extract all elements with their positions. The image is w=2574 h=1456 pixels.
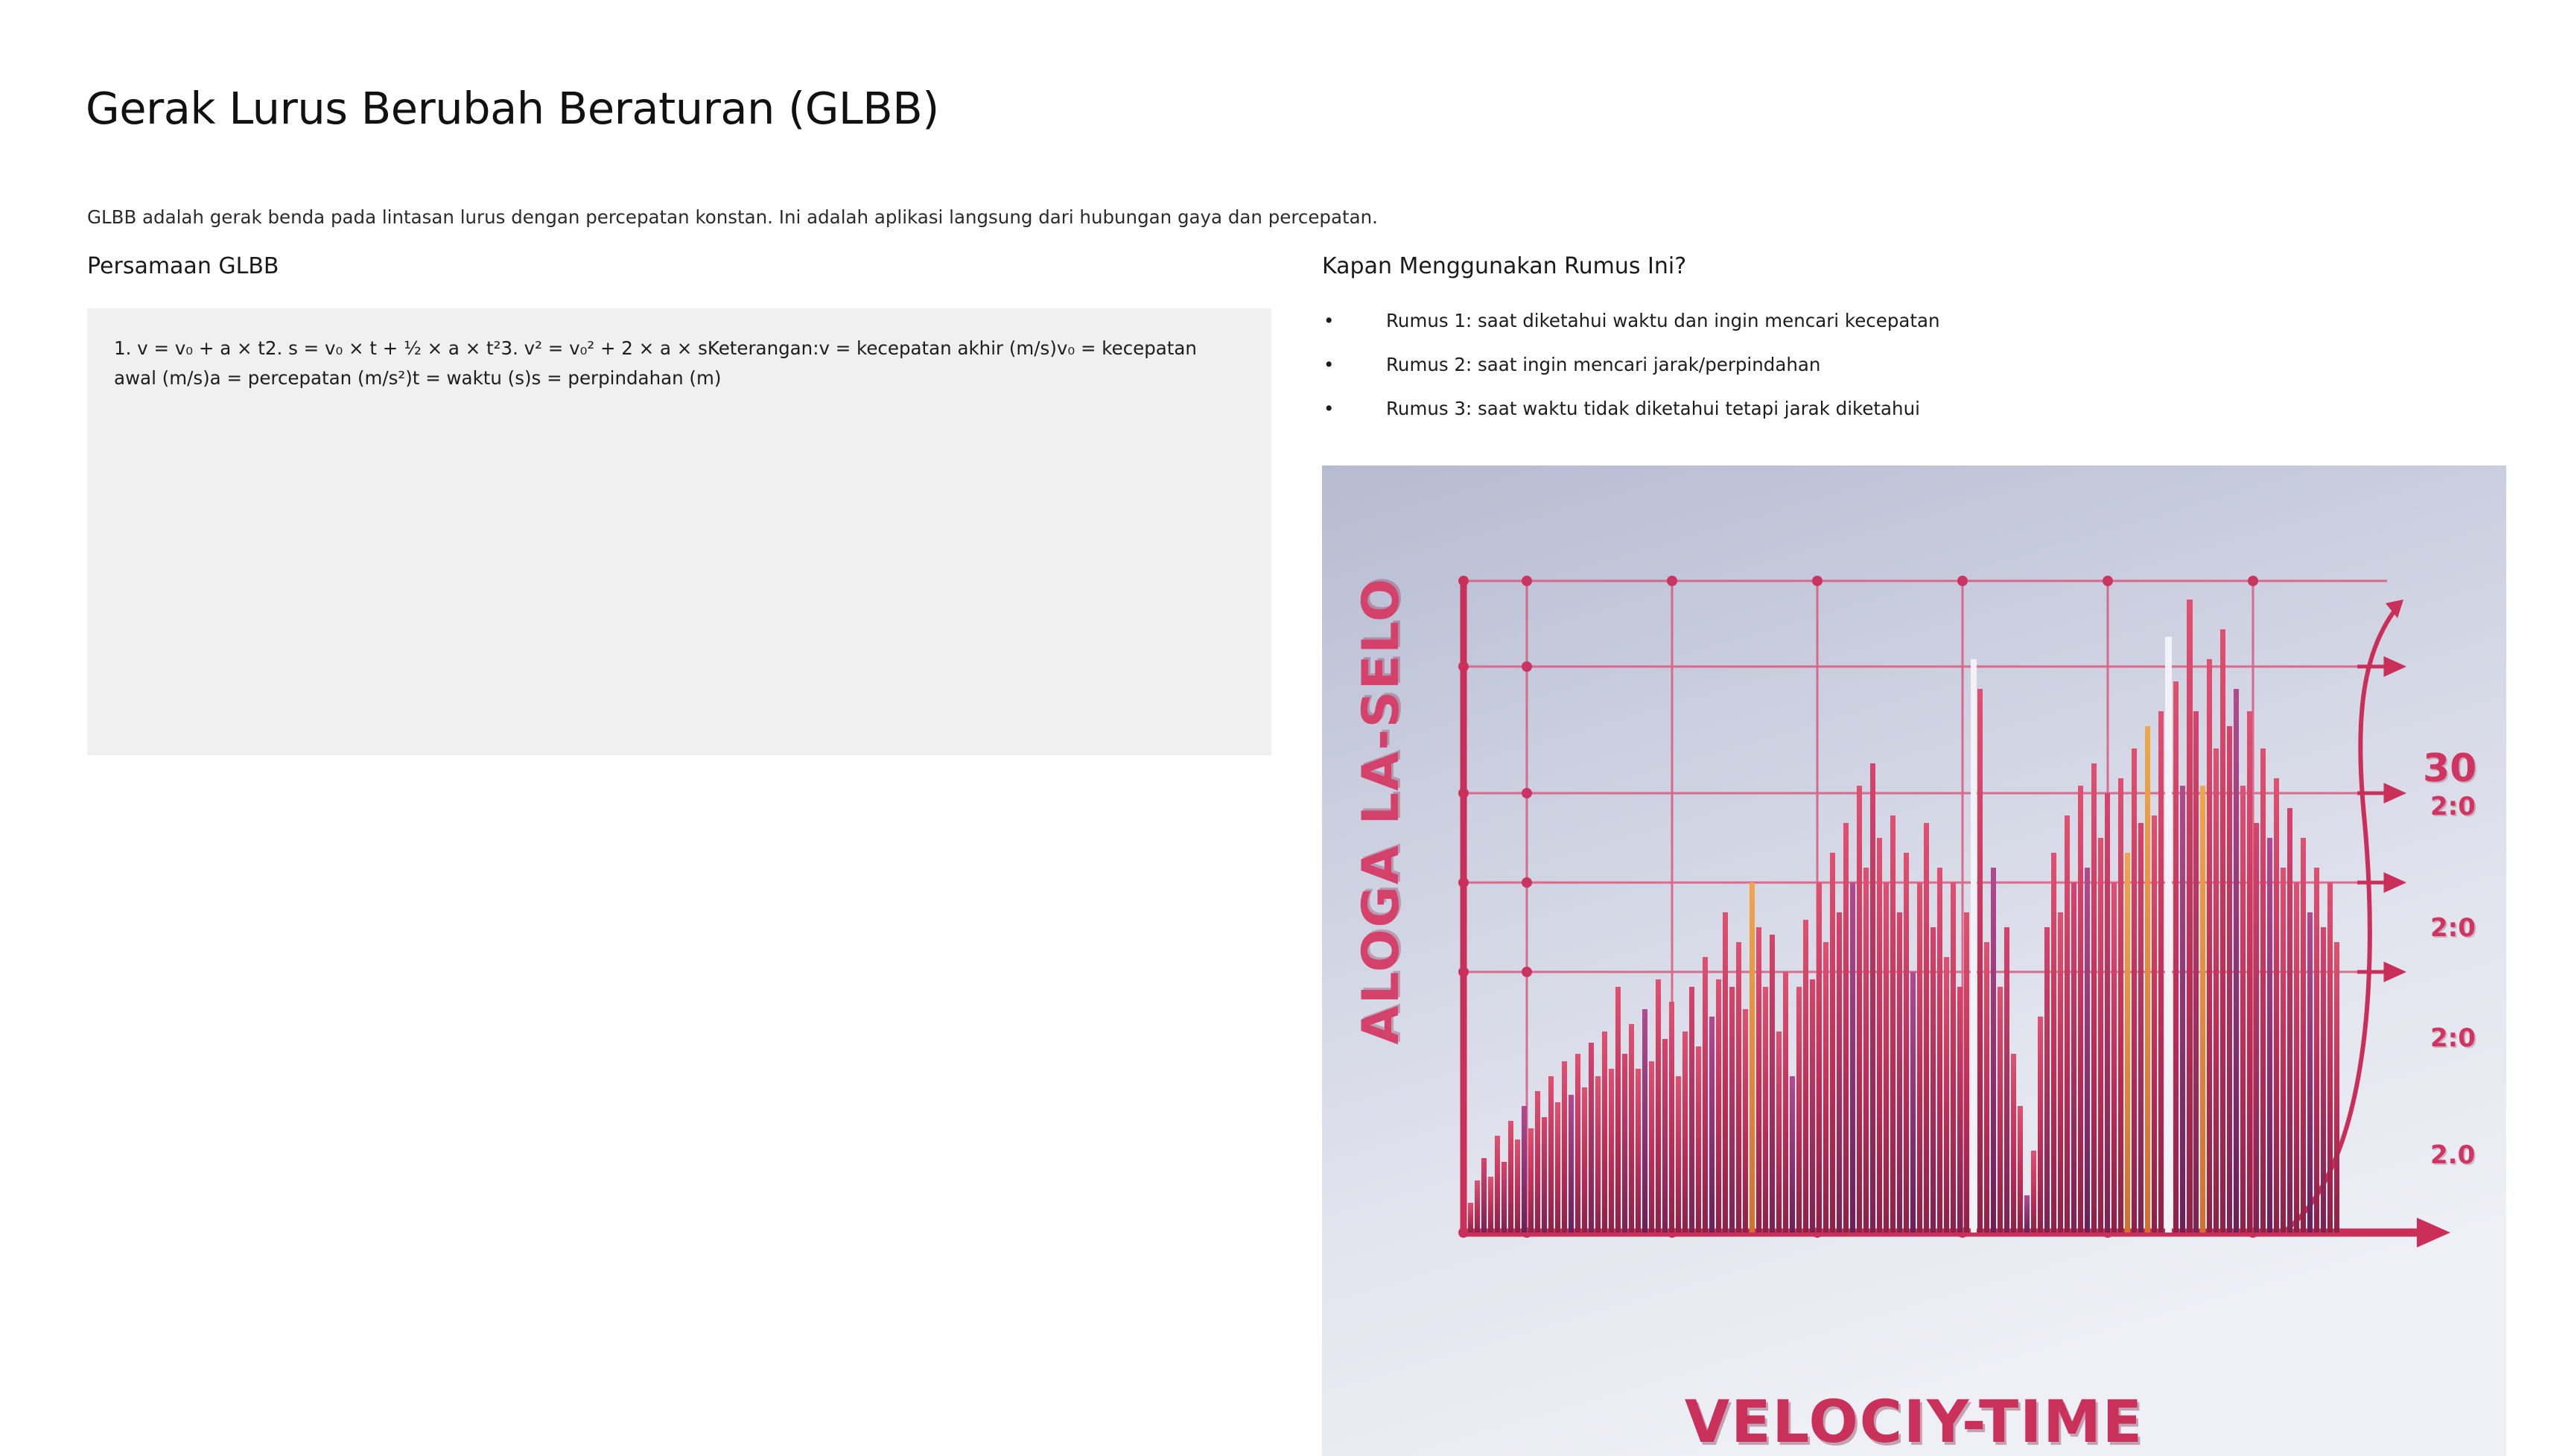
section-heading-kapan: Kapan Menggunakan Rumus Ini? xyxy=(1322,253,1687,279)
intro-paragraph: GLBB adalah gerak benda pada lintasan lurus dengan percepatan konstan. Ini adalah aplikasi langsung dari hubungan gaya dan percepatan. xyxy=(87,206,1378,228)
formula-text: 1. v = v₀ + a × t2. s = v₀ × t + ½ × a × t²3. v² = v₀² + 2 × a × sKeterangan:v = kecepatan akhir (m/s)v₀ = kecepatan awal (m/s)a = percepatan (m/s²)t = waktu (s)s = perpindahan (m) xyxy=(114,337,1197,389)
list-item-label: Rumus 3: saat waktu tidak diketahui tetapi jarak diketahui xyxy=(1386,398,1920,420)
list-item-label: Rumus 2: saat ingin mencari jarak/perpindahan xyxy=(1386,354,1821,376)
formula-box xyxy=(87,308,1271,755)
bullet-icon: • xyxy=(1323,310,1335,331)
tick-label-4: 2.0 xyxy=(2430,1140,2476,1170)
section-heading-persamaan: Persamaan GLBB xyxy=(87,253,279,279)
list-item-label: Rumus 1: saat diketahui waktu dan ingin mencari kecepatan xyxy=(1386,310,1940,331)
figure-y-axis-label: ALOGA LA-SELO xyxy=(1352,577,1411,1045)
page-title: Gerak Lurus Berubah Beraturan (GLBB) xyxy=(86,82,939,134)
figure-graphic xyxy=(1322,465,2506,1456)
tick-label-3: 2:0 xyxy=(2430,1023,2476,1053)
figure-caption: VELOCIY-TIME xyxy=(1684,1389,2144,1456)
tick-label-2: 2:0 xyxy=(2430,913,2476,943)
usage-bullet-list xyxy=(1322,308,2506,421)
bullet-icon: • xyxy=(1323,354,1335,376)
tick-label-30: 30 xyxy=(2423,746,2477,791)
list-item xyxy=(1322,352,2506,377)
list-item xyxy=(1322,308,2506,333)
bullet-icon: • xyxy=(1323,398,1335,420)
velocity-time-figure xyxy=(1322,465,2506,1456)
list-item xyxy=(1322,396,2506,421)
left-column xyxy=(87,253,1271,755)
right-column xyxy=(1322,253,2506,440)
tick-label-1: 2:0 xyxy=(2430,792,2476,821)
